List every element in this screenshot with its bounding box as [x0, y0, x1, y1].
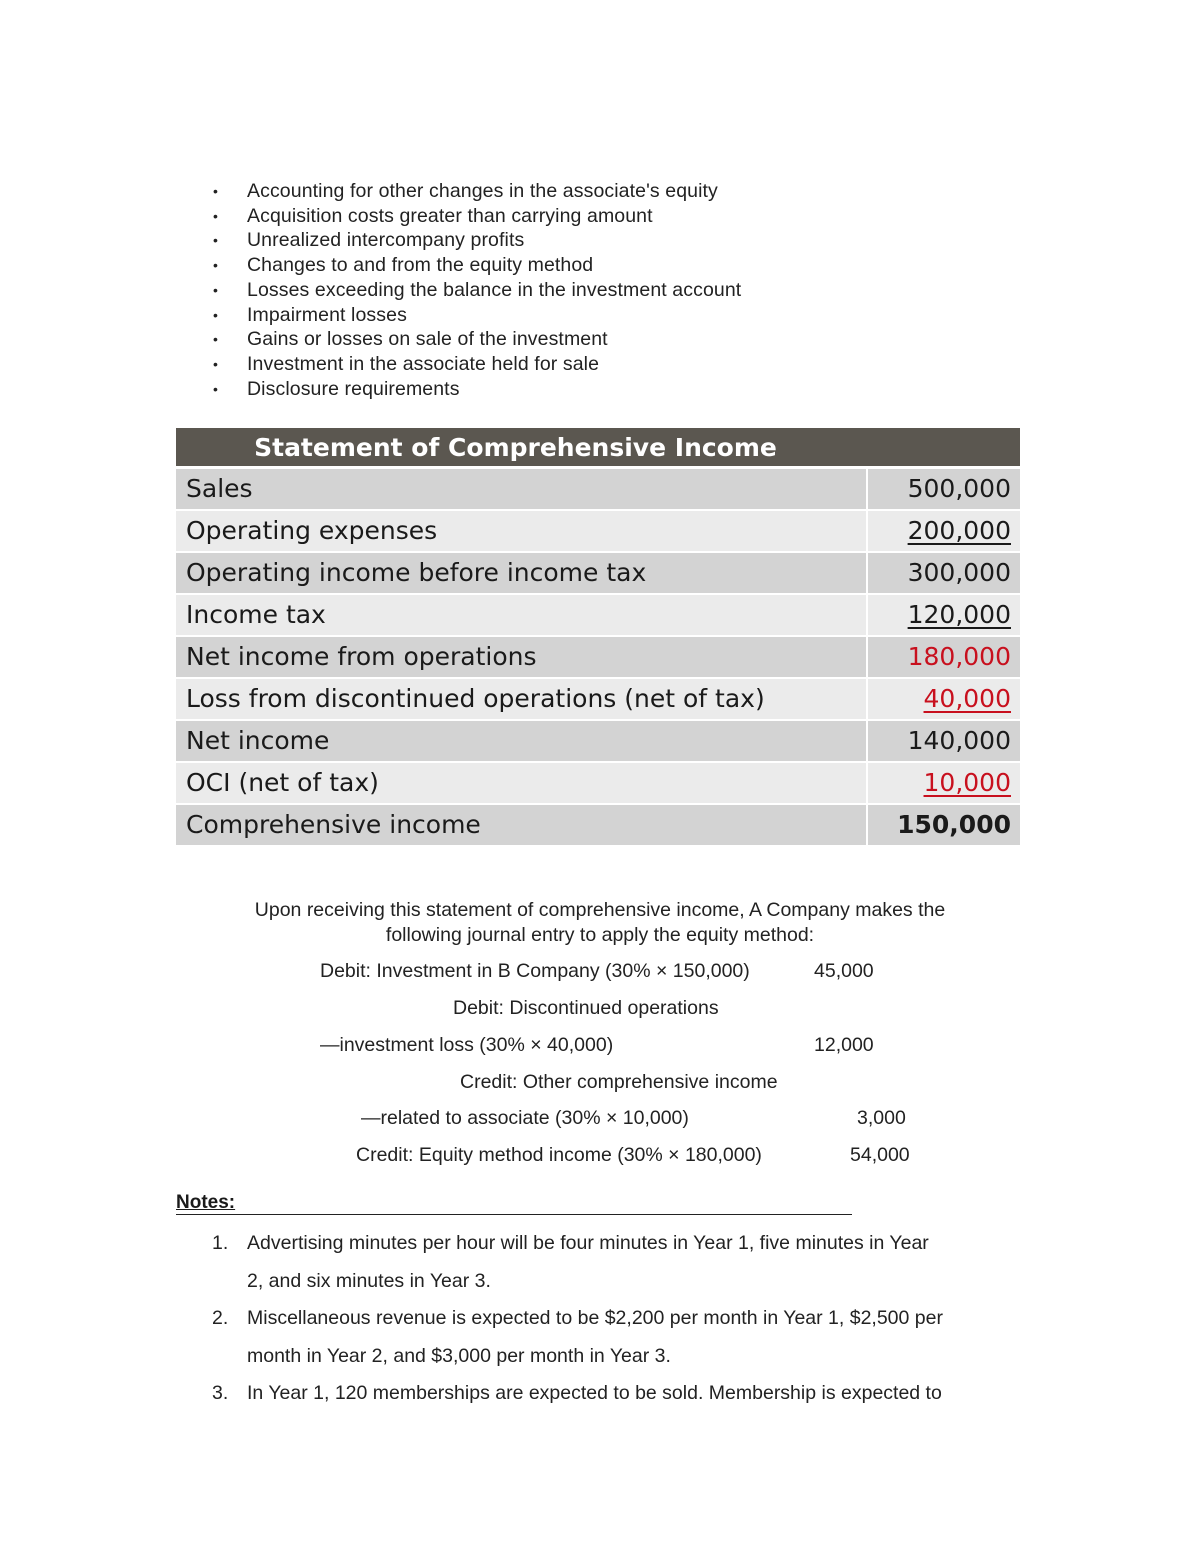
- bullet-icon: •: [213, 183, 219, 199]
- bullet-item: • Impairment losses: [213, 303, 407, 326]
- row-value: 120,000: [907, 600, 1011, 629]
- table-row: [176, 679, 1020, 721]
- table-row: [176, 721, 1020, 763]
- row-value: 10,000: [923, 768, 1011, 797]
- bullet-icon: •: [213, 355, 219, 372]
- bullet-icon: •: [213, 281, 219, 298]
- bullet-item: • Changes to and from the equity method: [213, 254, 594, 277]
- row-value: 180,000: [907, 642, 1011, 671]
- debit-discontinued-label: Debit: Discontinued operations: [453, 997, 719, 1019]
- credit-oci-sub: —related to associate (30% × 10,000): [361, 1107, 689, 1129]
- note-number: 1.: [212, 1232, 229, 1254]
- table-row: [176, 469, 1020, 511]
- bullet-icon: •: [213, 207, 219, 224]
- bullet-item: • Losses exceeding the balance in the investment account: [213, 278, 742, 301]
- table-row: [176, 805, 1020, 847]
- bullet-icon: •: [213, 257, 219, 274]
- row-label: OCI (net of tax): [176, 763, 868, 803]
- row-value: 500,000: [907, 474, 1011, 503]
- intro-line-1: Upon receiving this statement of comprehensive income, A Company makes the: [254, 899, 946, 921]
- bullet-item: • Gains or losses on sale of the investment: [213, 328, 608, 351]
- note-number: 3.: [212, 1382, 229, 1404]
- bullet-item: • Investment in the associate held for sale: [213, 352, 600, 375]
- row-label: Loss from discontinued operations (net of tax): [176, 679, 868, 719]
- topic-bullet-list: [213, 179, 741, 401]
- table-row: [176, 511, 1020, 553]
- credit-oci-amount: 3,000: [857, 1107, 906, 1129]
- statement-of-comprehensive-income-table: [176, 428, 1020, 847]
- bullet-icon: •: [213, 380, 219, 397]
- row-label: Operating expenses: [176, 511, 868, 551]
- table-row: [176, 595, 1020, 637]
- bullet-item: • Disclosure requirements: [213, 377, 460, 400]
- debit-discontinued-amount: 12,000: [814, 1034, 874, 1056]
- row-label: Net income from operations: [176, 637, 868, 677]
- row-value: 150,000: [897, 810, 1011, 839]
- row-label: Sales: [176, 469, 868, 509]
- table-row: [176, 637, 1020, 679]
- table-row: [176, 763, 1020, 805]
- notes-heading: Notes:: [176, 1192, 852, 1215]
- row-value: 300,000: [907, 558, 1011, 587]
- credit-equity-label: Credit: Equity method income (30% × 180,000): [356, 1144, 762, 1166]
- debit-investment-amount: 45,000: [814, 960, 874, 982]
- bullet-icon: •: [213, 331, 219, 348]
- row-label: Income tax: [176, 595, 868, 635]
- note-number: 2.: [212, 1307, 229, 1329]
- debit-discontinued-sub: —investment loss (30% × 40,000): [320, 1034, 614, 1056]
- bullet-item: • Unrealized intercompany profits: [213, 229, 525, 252]
- row-label: Operating income before income tax: [176, 553, 868, 593]
- notes-list: [212, 1225, 1032, 1413]
- bullet-item: • Acquisition costs greater than carrying amount: [213, 204, 653, 227]
- credit-equity-amount: 54,000: [850, 1144, 910, 1166]
- intro-line-2: following journal entry to apply the equity method:: [385, 924, 815, 946]
- statement-title: Statement of Comprehensive Income: [176, 428, 1020, 469]
- note-item: 3. In Year 1, 120 memberships are expected to be sold. Membership is expected to: [212, 1375, 1032, 1413]
- row-label: Net income: [176, 721, 868, 761]
- bullet-icon: •: [213, 306, 219, 323]
- note-item: 1. Advertising minutes per hour will be four minutes in Year 1, five minutes in Year 2, and six minutes in Year 3.: [212, 1225, 1032, 1300]
- debit-investment-label: Debit: Investment in B Company (30% × 150,000): [320, 960, 750, 982]
- row-value: 140,000: [907, 726, 1011, 755]
- row-value: 40,000: [923, 684, 1011, 713]
- row-label: Comprehensive income: [176, 805, 868, 845]
- row-value: 200,000: [907, 516, 1011, 545]
- bullet-icon: •: [213, 232, 219, 249]
- bullet-item: • Accounting for other changes in the associate's equity: [213, 180, 718, 202]
- credit-oci-label: Credit: Other comprehensive income: [460, 1071, 778, 1093]
- note-item: 2. Miscellaneous revenue is expected to be $2,200 per month in Year 1, $2,500 per month in Year 2, and $3,000 per month in Year 3.: [212, 1300, 1032, 1375]
- table-row: [176, 553, 1020, 595]
